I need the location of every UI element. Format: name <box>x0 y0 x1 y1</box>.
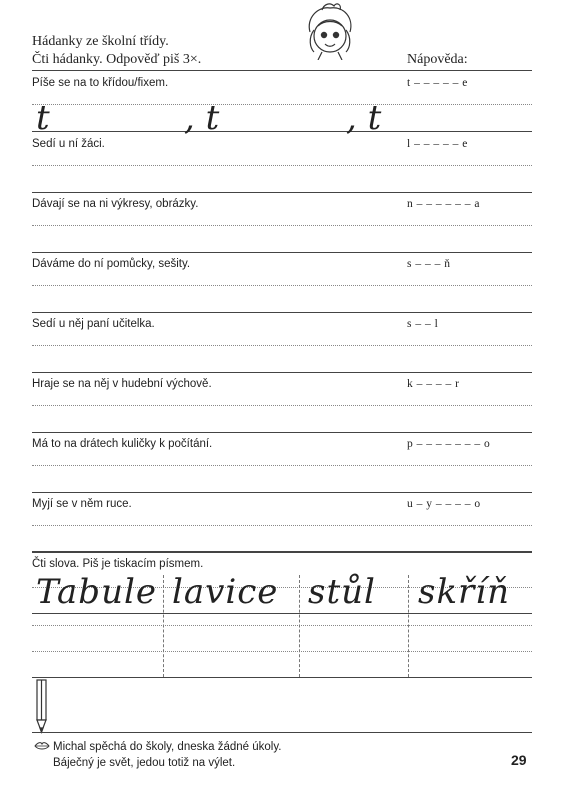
writing-baseline <box>32 432 532 433</box>
writing-guide <box>32 465 532 466</box>
writing-baseline <box>32 677 532 678</box>
divider <box>32 732 532 733</box>
header-divider <box>32 70 532 71</box>
riddle-text: Dávají se na ni výkresy, obrázky. <box>32 198 199 210</box>
cursive-word: Tabule <box>36 572 157 612</box>
writing-guide <box>32 405 532 406</box>
riddle-hint: s – – l <box>407 318 439 330</box>
riddle-hint: l – – – – – e <box>407 138 468 150</box>
riddle-hint: s – – – ň <box>407 258 451 270</box>
writing-guide <box>32 525 532 526</box>
column-divider <box>408 575 409 677</box>
writing-baseline <box>32 192 532 193</box>
riddle-hint: p – – – – – – – o <box>407 438 491 450</box>
riddle-text: Sedí u ní žáci. <box>32 138 105 150</box>
writing-guide <box>32 104 532 105</box>
cursive-word: skříň <box>418 572 511 612</box>
rhyme-line-2: Báječný je svět, jedou totiž na výlet. <box>53 757 236 769</box>
cursive-word: stůl <box>308 572 376 612</box>
divider <box>32 551 532 552</box>
writing-baseline <box>32 131 532 132</box>
riddle-hint: u – y – – – – o <box>407 498 481 510</box>
riddle-text: Myjí se v něm ruce. <box>32 498 132 510</box>
riddle-text: Hraje se na něj v hudební výchově. <box>32 378 212 390</box>
riddle-hint: k – – – – r <box>407 378 460 390</box>
writing-baseline <box>32 252 532 253</box>
page-number: 29 <box>511 752 527 768</box>
riddle-text: Dáváme do ní pomůcky, sešity. <box>32 258 191 270</box>
writing-guide <box>32 225 532 226</box>
pencil-icon <box>34 676 50 736</box>
writing-baseline <box>32 613 532 614</box>
writing-guide <box>32 165 532 166</box>
words-instruction: Čti slova. Piš je tiskacím písmem. <box>32 558 204 570</box>
page-title: Hádanky ze školní třídy. <box>32 34 169 49</box>
writing-guide <box>32 285 532 286</box>
hint-heading: Nápověda: <box>407 52 468 67</box>
lips-icon <box>34 741 50 751</box>
riddle-hint: n – – – – – – a <box>407 198 480 210</box>
writing-baseline <box>32 312 532 313</box>
writing-guide <box>32 625 532 626</box>
riddle-hint: t – – – – – e <box>407 77 468 89</box>
riddle-text: Píše se na to křídou/fixem. <box>32 77 169 89</box>
girl-mascot-icon <box>300 2 360 60</box>
cursive-answer: , t <box>184 98 220 138</box>
writing-baseline <box>32 492 532 493</box>
cursive-answer: t <box>36 98 50 138</box>
instruction: Čti hádanky. Odpověď piš 3×. <box>32 52 202 67</box>
writing-guide <box>32 345 532 346</box>
writing-baseline <box>32 552 532 553</box>
column-divider <box>163 575 164 677</box>
writing-guide <box>32 651 532 652</box>
riddle-text: Sedí u něj paní učitelka. <box>32 318 155 330</box>
rhyme-line-1: Michal spěchá do školy, dneska žádné úkoly. <box>53 741 282 753</box>
riddle-text: Má to na drátech kuličky k počítání. <box>32 438 213 450</box>
writing-baseline <box>32 372 532 373</box>
cursive-answer: , t <box>346 98 382 138</box>
column-divider <box>299 575 300 677</box>
cursive-word: lavice <box>172 572 279 612</box>
